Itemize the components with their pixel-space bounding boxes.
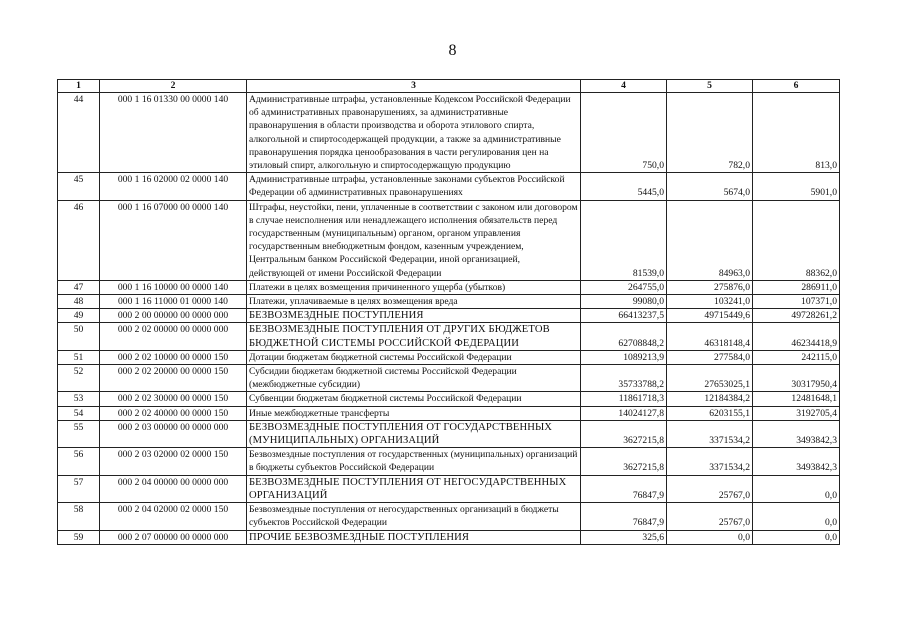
column-header: 4 (581, 80, 667, 93)
amount-year1-cell: 325,6 (581, 530, 667, 544)
income-name-cell: Административные штрафы, установленные Кодексом Российской Федерации об административных правонарушениях, за административные правонарушения в области производства и оборота этилового спирта, алкогольной и спиртосодержащей продукции, а также за административные правонарушения порядка ценообразования в части регулирования цен на этиловый спирт, алкогольную и спиртосодержащую продукцию (247, 93, 581, 173)
table-row (58, 392, 840, 406)
table-row (58, 173, 840, 200)
income-name-cell: Штрафы, неустойки, пени, уплаченные в соответствии с законом или договором в случае неисполнения или ненадлежащего исполнения обязательств перед государственным (муниципальным) органом, органом управления государственным внебюджетным фондом, казенным учреждением, Центральным банком Российской Федерации, иной организацией, действующей от имени Российской Федерации (247, 200, 581, 280)
table-row (58, 420, 840, 447)
income-name-cell: БЕЗВОЗМЕЗДНЫЕ ПОСТУПЛЕНИЯ ОТ НЕГОСУДАРСТВЕННЫХ ОРГАНИЗАЦИЙ (247, 475, 581, 502)
income-name-cell: ПРОЧИЕ БЕЗВОЗМЕЗДНЫЕ ПОСТУПЛЕНИЯ (247, 530, 581, 544)
amount-year3-cell: 3493842,3 (753, 420, 840, 447)
table-row (58, 365, 840, 392)
amount-year1-cell: 750,0 (581, 93, 667, 173)
row-number-cell: 46 (58, 200, 100, 280)
column-header: 1 (58, 80, 100, 93)
budget-code-cell: 000 2 02 00000 00 0000 000 (100, 323, 247, 350)
income-name-cell: Административные штрафы, установленные законами субъектов Российской Федерации об административных правонарушениях (247, 173, 581, 200)
income-name-cell: Безвозмездные поступления от государственных (муниципальных) организаций в бюджеты субъектов Российской Федерации (247, 448, 581, 475)
amount-year3-cell: 0,0 (753, 475, 840, 502)
row-number-cell: 56 (58, 448, 100, 475)
income-name-cell: БЕЗВОЗМЕЗДНЫЕ ПОСТУПЛЕНИЯ (247, 309, 581, 323)
table-row (58, 295, 840, 309)
row-number-cell: 58 (58, 503, 100, 530)
row-number-cell: 53 (58, 392, 100, 406)
amount-year1-cell: 5445,0 (581, 173, 667, 200)
budget-code-cell: 000 1 16 01330 00 0000 140 (100, 93, 247, 173)
amount-year3-cell: 5901,0 (753, 173, 840, 200)
budget-table (57, 79, 840, 545)
amount-year2-cell: 275876,0 (667, 280, 753, 294)
amount-year1-cell: 1089213,9 (581, 350, 667, 364)
amount-year3-cell: 0,0 (753, 503, 840, 530)
column-header: 2 (100, 80, 247, 93)
row-number-cell: 51 (58, 350, 100, 364)
table-row (58, 350, 840, 364)
amount-year2-cell: 277584,0 (667, 350, 753, 364)
table-row (58, 530, 840, 544)
amount-year2-cell: 46318148,4 (667, 323, 753, 350)
amount-year3-cell: 0,0 (753, 530, 840, 544)
table-row (58, 323, 840, 350)
row-number-cell: 45 (58, 173, 100, 200)
amount-year3-cell: 3192705,4 (753, 406, 840, 420)
amount-year1-cell: 66413237,5 (581, 309, 667, 323)
row-number-cell: 54 (58, 406, 100, 420)
income-name-cell: Дотации бюджетам бюджетной системы Российской Федерации (247, 350, 581, 364)
row-number-cell: 50 (58, 323, 100, 350)
row-number-cell: 48 (58, 295, 100, 309)
amount-year2-cell: 27653025,1 (667, 365, 753, 392)
row-number-cell: 49 (58, 309, 100, 323)
budget-code-cell: 000 2 07 00000 00 0000 000 (100, 530, 247, 544)
row-number-cell: 59 (58, 530, 100, 544)
table-row (58, 280, 840, 294)
income-name-cell: Иные межбюджетные трансферты (247, 406, 581, 420)
income-name-cell: БЕЗВОЗМЕЗДНЫЕ ПОСТУПЛЕНИЯ ОТ ДРУГИХ БЮДЖЕТОВ БЮДЖЕТНОЙ СИСТЕМЫ РОССИЙСКОЙ ФЕДЕРАЦИИ (247, 323, 581, 350)
amount-year3-cell: 30317950,4 (753, 365, 840, 392)
budget-code-cell: 000 2 03 00000 00 0000 000 (100, 420, 247, 447)
amount-year1-cell: 81539,0 (581, 200, 667, 280)
amount-year2-cell: 49715449,6 (667, 309, 753, 323)
budget-code-cell: 000 2 02 30000 00 0000 150 (100, 392, 247, 406)
amount-year3-cell: 3493842,3 (753, 448, 840, 475)
table-row (58, 406, 840, 420)
amount-year2-cell: 84963,0 (667, 200, 753, 280)
amount-year1-cell: 76847,9 (581, 503, 667, 530)
amount-year2-cell: 0,0 (667, 530, 753, 544)
row-number-cell: 52 (58, 365, 100, 392)
column-header: 3 (247, 80, 581, 93)
income-name-cell: Платежи в целях возмещения причиненного ущерба (убытков) (247, 280, 581, 294)
budget-code-cell: 000 1 16 02000 02 0000 140 (100, 173, 247, 200)
amount-year2-cell: 782,0 (667, 93, 753, 173)
amount-year2-cell: 3371534,2 (667, 448, 753, 475)
budget-code-cell: 000 1 16 10000 00 0000 140 (100, 280, 247, 294)
table-row (58, 503, 840, 530)
amount-year1-cell: 99080,0 (581, 295, 667, 309)
amount-year1-cell: 35733788,2 (581, 365, 667, 392)
table-row (58, 93, 840, 173)
amount-year3-cell: 107371,0 (753, 295, 840, 309)
row-number-cell: 57 (58, 475, 100, 502)
table-row (58, 200, 840, 280)
budget-code-cell: 000 1 16 11000 01 0000 140 (100, 295, 247, 309)
amount-year3-cell: 88362,0 (753, 200, 840, 280)
column-header: 5 (667, 80, 753, 93)
amount-year3-cell: 242115,0 (753, 350, 840, 364)
amount-year3-cell: 12481648,1 (753, 392, 840, 406)
amount-year2-cell: 103241,0 (667, 295, 753, 309)
table-row (58, 309, 840, 323)
amount-year1-cell: 11861718,3 (581, 392, 667, 406)
amount-year2-cell: 5674,0 (667, 173, 753, 200)
budget-code-cell: 000 1 16 07000 00 0000 140 (100, 200, 247, 280)
amount-year1-cell: 3627215,8 (581, 420, 667, 447)
row-number-cell: 44 (58, 93, 100, 173)
amount-year3-cell: 813,0 (753, 93, 840, 173)
amount-year3-cell: 49728261,2 (753, 309, 840, 323)
row-number-cell: 47 (58, 280, 100, 294)
budget-code-cell: 000 2 02 40000 00 0000 150 (100, 406, 247, 420)
amount-year1-cell: 14024127,8 (581, 406, 667, 420)
amount-year1-cell: 3627215,8 (581, 448, 667, 475)
budget-code-cell: 000 2 02 20000 00 0000 150 (100, 365, 247, 392)
amount-year1-cell: 62708848,2 (581, 323, 667, 350)
income-name-cell: Платежи, уплачиваемые в целях возмещения вреда (247, 295, 581, 309)
column-header: 6 (753, 80, 840, 93)
page-number: 8 (448, 42, 457, 59)
header-row (58, 80, 840, 93)
budget-code-cell: 000 2 03 02000 02 0000 150 (100, 448, 247, 475)
amount-year1-cell: 264755,0 (581, 280, 667, 294)
budget-code-cell: 000 2 02 10000 00 0000 150 (100, 350, 247, 364)
row-number-cell: 55 (58, 420, 100, 447)
amount-year2-cell: 25767,0 (667, 503, 753, 530)
amount-year2-cell: 12184384,2 (667, 392, 753, 406)
amount-year3-cell: 46234418,9 (753, 323, 840, 350)
budget-code-cell: 000 2 04 00000 00 0000 000 (100, 475, 247, 502)
income-name-cell: Безвозмездные поступления от негосударственных организаций в бюджеты субъектов Российской Федерации (247, 503, 581, 530)
income-name-cell: БЕЗВОЗМЕЗДНЫЕ ПОСТУПЛЕНИЯ ОТ ГОСУДАРСТВЕННЫХ (МУНИЦИПАЛЬНЫХ) ОРГАНИЗАЦИЙ (247, 420, 581, 447)
amount-year3-cell: 286911,0 (753, 280, 840, 294)
budget-code-cell: 000 2 00 00000 00 0000 000 (100, 309, 247, 323)
amount-year2-cell: 6203155,1 (667, 406, 753, 420)
income-name-cell: Субвенции бюджетам бюджетной системы Российской Федерации (247, 392, 581, 406)
income-name-cell: Субсидии бюджетам бюджетной системы Российской Федерации (межбюджетные субсидии) (247, 365, 581, 392)
amount-year2-cell: 3371534,2 (667, 420, 753, 447)
budget-code-cell: 000 2 04 02000 02 0000 150 (100, 503, 247, 530)
amount-year2-cell: 25767,0 (667, 475, 753, 502)
amount-year1-cell: 76847,9 (581, 475, 667, 502)
table-row (58, 448, 840, 475)
table-row (58, 475, 840, 502)
